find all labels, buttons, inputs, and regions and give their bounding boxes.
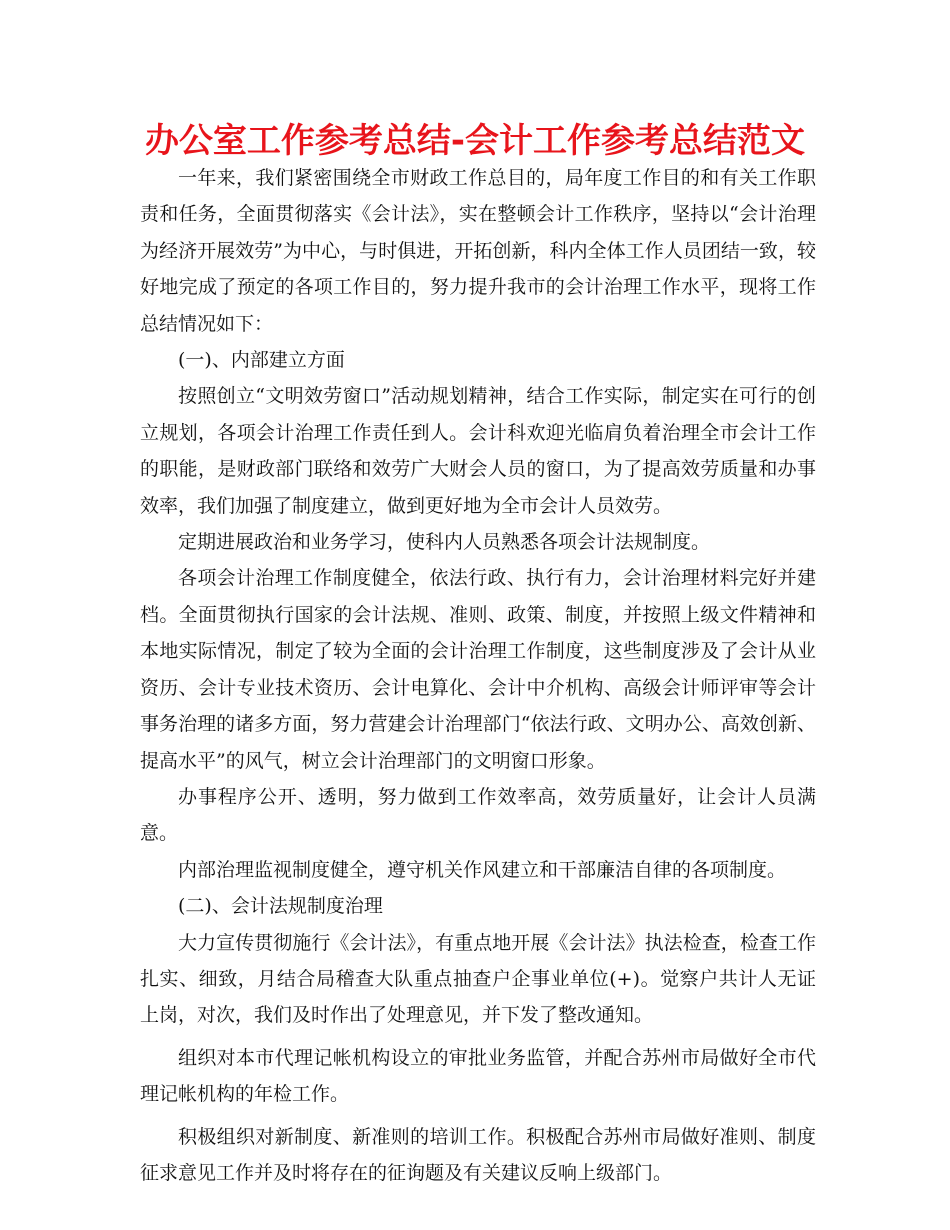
section-heading-accounting-regulations: (二)、会计法规制度治理	[178, 895, 383, 918]
paragraph-civilized-service-window: 按照创立“文明效劳窗口”活动规划精神，结合工作实际，制定实在可行的创立规划，各项会计治理工作责任到人。会计科欢迎光临肩负着治理全市会计工作的职能，是财政部门联络和效劳广大财会人员的窗口，为了提高效劳质量和办事效率，我们加强了制度建立，做到更好地为全市会计人员效劳。	[140, 385, 816, 517]
paragraph-internal-supervision: 内部治理监视制度健全，遵守机关作风建立和干部廉洁自律的各项制度。	[178, 858, 787, 881]
paragraph-accounting-law-enforcement: 大力宣传贯彻施行《会计法》，有重点地开展《会计法》执法检查，检查工作扎实、细致，月结合局稽查大队重点抽查户企事业单位(+)。觉察户共计人无证上岗，对次，我们及时作出了处理意见，并下发了整改通知。	[140, 931, 816, 1027]
paragraph-intro: 一年来，我们紧密围绕全市财政工作总目的，局年度工作目的和有关工作职责和任务，全面贯彻落实《会计法》，实在整顿会计工作秩序，坚持以“会计治理为经济开展效劳”为中心，与时俱进，开拓创新，科内全体工作人员团结一致，较好地完成了预定的各项工作目的，努力提升我市的会计治理工作水平，现将工作总结情况如下：	[140, 167, 816, 335]
paragraph-management-system: 各项会计治理工作制度健全，依法行政、执行有力，会计治理材料完好并建档。全面贯彻执行国家的会计法规、准则、政策、制度，并按照上级文件精神和本地实际情况，制定了较为全面的会计治理工作制度，这些制度涉及了会计从业资历、会计专业技术资历、会计电算化、会计中介机构、高级会计师评审等会计事务治理的诸多方面，努力营建会计治理部门“依法行政、文明办公、高效创新、提高水平”的风气，树立会计治理部门的文明窗口形象。	[140, 567, 816, 772]
paragraph-regular-study: 定期进展政治和业务学习，使科内人员熟悉各项会计法规制度。	[178, 531, 711, 554]
document-body	[140, 160, 816, 1191]
document-title: 办公室工作参考总结-会计工作参考总结范文	[144, 121, 806, 161]
section-heading-internal-construction: (一)、内部建立方面	[178, 349, 345, 372]
paragraph-new-standards-training: 积极组织对新制度、新准则的培训工作。积极配合苏州市局做好准则、制度征求意见工作并及时将存在的征询题及有关建议反响上级部门。	[140, 1125, 816, 1184]
paragraph-open-procedures: 办事程序公开、透明，努力做到工作效率高，效劳质量好，让会计人员满意。	[140, 785, 816, 845]
paragraph-agency-supervision: 组织对本市代理记帐机构设立的审批业务监管，并配合苏州市局做好全市代理记帐机构的年检工作。	[140, 1046, 816, 1106]
